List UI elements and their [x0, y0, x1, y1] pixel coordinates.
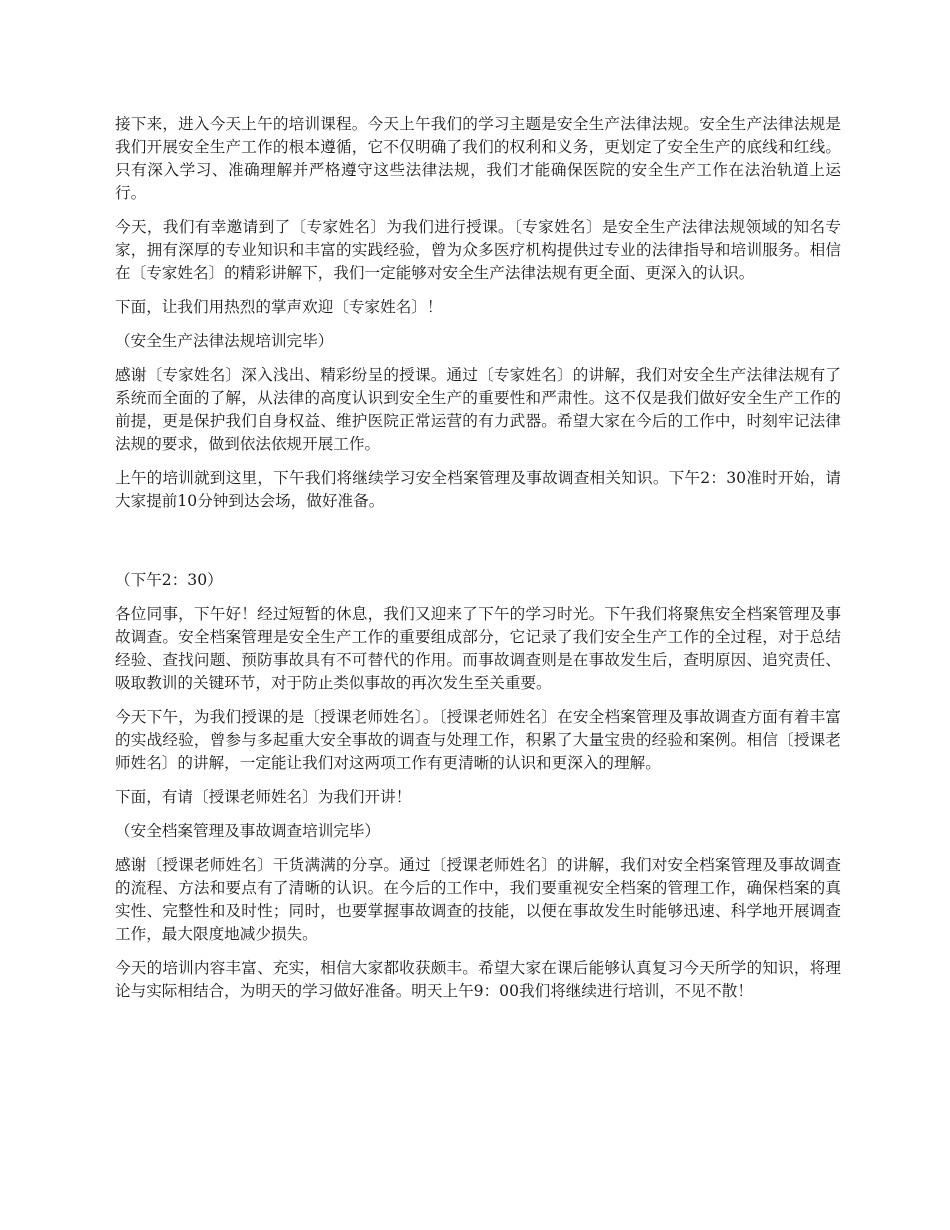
section-gap — [115, 524, 841, 569]
paragraph-stage-note-law-training: （安全生产法律法规培训完毕） — [115, 332, 334, 350]
paragraph-teacher-introduction: 今天下午，为我们授课的是〔授课老师姓名〕。〔授课老师姓名〕在安全档案管理及事故调查方面有着丰富的实战经验，曾参与多起重大安全事故的调查与处理工作，积累了大量宝贵的经验和案例。相信〔授课老师姓名〕的讲解，一定能让我们对这两项工作有更清晰的认识和更深入的理解。 — [115, 708, 841, 772]
paragraph-morning-intro: 接下来，进入今天上午的培训课程。今天上午我们的学习主题是安全生产法律法规。安全生产法律法规是我们开展安全生产工作的根本遵循，它不仅明确了我们的权利和义务，更划定了安全生产的底线和红线。只有深入学习、准确理解并严格遵守这些法律法规，我们才能确保医院的安全生产工作在法治轨道上运行。 — [115, 115, 841, 202]
paragraph-thanks-teacher: 感谢〔授课老师姓名〕干货满满的分享。通过〔授课老师姓名〕的讲解，我们对安全档案管理及事故调查的流程、方法和要点有了清晰的认识。在今后的工作中，我们要重视安全档案的管理工作，确保档案的真实性、完整性和及时性；同时，也要掌握事故调查的技能，以便在事故发生时能够迅速、科学地开展调查工作，最大限度地减少损失。 — [115, 856, 841, 943]
paragraph-afternoon-opening: 各位同事，下午好！经过短暂的休息，我们又迎来了下午的学习时光。下午我们将聚焦安全档案管理及事故调查。安全档案管理是安全生产工作的重要组成部分，它记录了我们安全生产工作的全过程，对于总结经验、查找问题、预防事故具有不可替代的作用。而事故调查则是在事故发生后，查明原因、追究责任、吸取教训的关键环节，对于防止类似事故的再次发生至关重要。 — [115, 605, 841, 692]
document-body — [115, 113, 841, 1014]
paragraph-morning-closing: 上午的培训就到这里，下午我们将继续学习安全档案管理及事故调查相关知识。下午2：30准时开始，请大家提前10分钟到达会场，做好准备。 — [115, 469, 841, 510]
paragraph-afternoon-time: （下午2：30） — [115, 571, 223, 589]
paragraph-expert-introduction: 今天，我们有幸邀请到了〔专家姓名〕为我们进行授课。〔专家姓名〕是安全生产法律法规领域的知名专家，拥有深厚的专业知识和丰富的实践经验，曾为众多医疗机构提供过专业的法律指导和培训服务。相信在〔专家姓名〕的精彩讲解下，我们一定能够对安全生产法律法规有更全面、更深入的认识。 — [115, 218, 841, 282]
paragraph-stage-note-archive-training: （安全档案管理及事故调查培训完毕） — [115, 822, 381, 840]
paragraph-welcome-expert: 下面，让我们用热烈的掌声欢迎〔专家姓名〕！ — [115, 298, 443, 316]
paragraph-invite-teacher: 下面，有请〔授课老师姓名〕为我们开讲！ — [115, 788, 412, 806]
paragraph-day-closing: 今天的培训内容丰富、充实，相信大家都收获颇丰。希望大家在课后能够认真复习今天所学的知识，将理论与实际相结合，为明天的学习做好准备。明天上午9：00我们将继续进行培训，不见不散！ — [115, 959, 841, 1000]
paragraph-thanks-expert: 感谢〔专家姓名〕深入浅出、精彩纷呈的授课。通过〔专家姓名〕的讲解，我们对安全生产法律法规有了系统而全面的了解，从法律的高度认识到安全生产的重要性和严肃性。这不仅是我们做好安全生产工作的前提，更是保护我们自身权益、维护医院正常运营的有力武器。希望大家在今后的工作中，时刻牢记法律法规的要求，做到依法依规开展工作。 — [115, 366, 841, 453]
